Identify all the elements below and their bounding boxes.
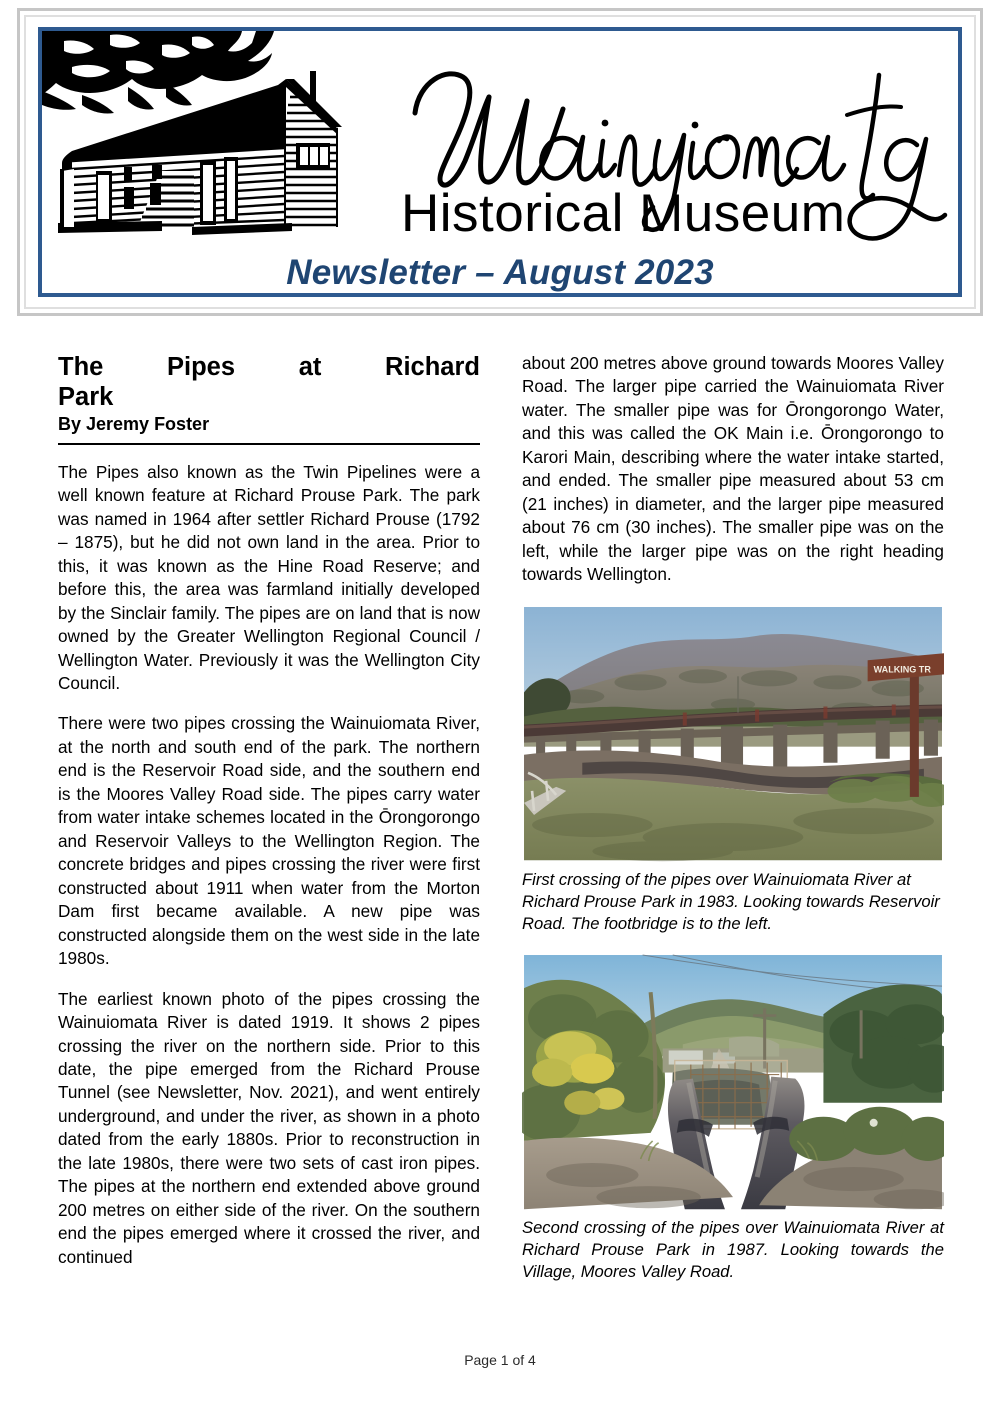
figure-caption: Second crossing of the pipes over Wainuiomata River at Richard Prouse Park in 1987. Looking towards the Village, Moores Valley Road. [522, 1217, 944, 1282]
page-footer: Page 1 of 4 [464, 1352, 536, 1368]
paragraph: about 200 metres above ground towards Moores Valley Road. The larger pipe carried the Wainuiomata River water. The smaller pipe was for Ōrongorongo Water, and this was called the OK Main i.e. Ōrongorongo to Karori Main, describing where the water intake started, and ended. The smaller pipe measured about 53 cm (21 inches) in diameter, and the larger pipe measured about 76 cm (30 inches). The smaller pipe was on the left, while the larger pipe was on the right heading towards Wellington. [522, 353, 944, 585]
right-column [522, 352, 944, 1300]
first-crossing-photo [522, 604, 944, 863]
article-title [58, 352, 480, 412]
left-column [58, 352, 480, 1269]
paragraph: There were two pipes crossing the Wainuiomata River, at the north and south end of the park. The northern end is the Reservoir Road side, and the southern end is the Moores Valley Road side. The pipes carry water from water intake schemes located in the Ōrongorongo and Reservoir Valleys to the Wellington Region. The concrete bridges and pipes crossing the river were first constructed about 1911 when water from the Morton Dam first became available. A new pipe was constructed alongside them on the west side in the late 1980s. [58, 713, 480, 969]
walking-track-sign-text: WALKING TR [873, 664, 931, 675]
second-crossing-photo [522, 952, 944, 1211]
article-body [0, 352, 1000, 1342]
paragraph: The Pipes also known as the Twin Pipelines were a well known feature at Richard Prouse Park. The park was named in 1964 after settler Richard Prouse (1792 – 1875), but he did not own land in the area. Prior to this, it was known as the Hine Road Reserve; and before this, the area was farmland initially developed by the Sinclair family. The pipes are on land that is now owned by the Greater Wellington Regional Council / Wellington Water. Previously it was the Wellington City Council. [58, 461, 480, 693]
masthead [17, 8, 983, 316]
museum-wordmark [397, 53, 957, 248]
paragraph: The earliest known photo of the pipes crossing the Wainuiomata River is dated 1919. It shows 2 pipes crossing the river on the northern side. Prior to this date, the pipe emerged from the Richard Prouse Tunnel (see Newsletter, Nov. 2021), and went entirely underground, and under the river, as shown in a photo dated from the early 1880s. Prior to reconstruction in the late 1980s, there were two sets of cast iron pipes. The pipes at the northern end extended above ground 200 metres on either side of the river. On the southern end the pipes emerged where it crossed the river, and continued [58, 988, 480, 1267]
masthead-border-blue [38, 27, 962, 297]
svg-text:Historical Museum: Historical Museum [401, 184, 846, 243]
masthead-border-mid [24, 15, 976, 309]
museum-cottage-icon [42, 31, 382, 249]
article-title-line1: The Pipes at Richard [58, 353, 480, 381]
article-title-line2: Park [58, 383, 114, 412]
article-byline: By Jeremy Foster [58, 414, 210, 435]
figure-caption: First crossing of the pipes over Wainuiomata River at Richard Prouse Park in 1983. Looking towards Reservoir Road. The footbridge is to the left. [522, 869, 940, 934]
masthead-inner [42, 31, 958, 293]
newsletter-issue-title: Newsletter – August 2023 [286, 253, 714, 292]
title-divider [58, 443, 480, 445]
